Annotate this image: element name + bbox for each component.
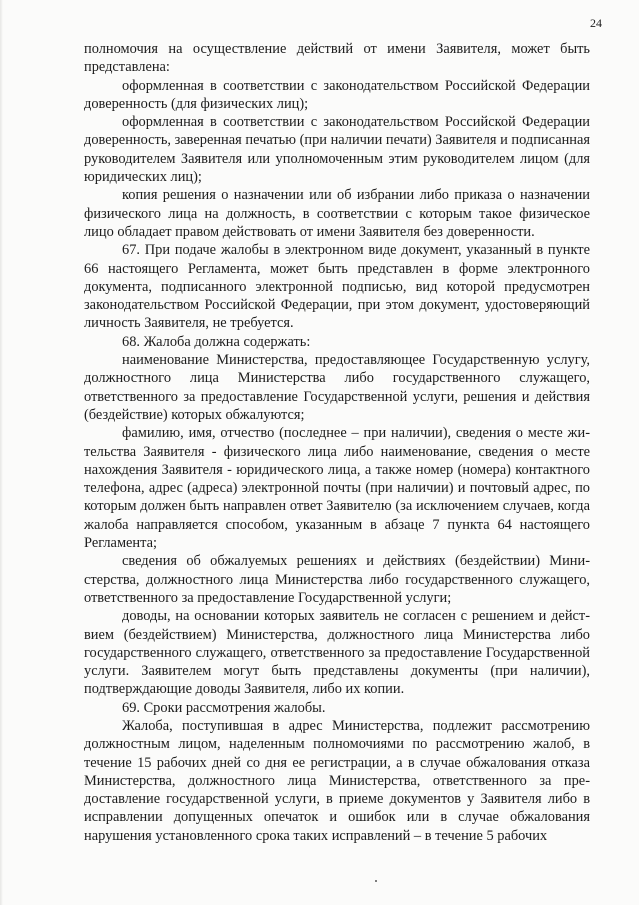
paragraph-appealed-decisions: сведения об обжалуемых решениях и действиях (бездействии) Министерства, должностного лица Министерства либо государственного служащего, ответственного за предоставление Государственной услуги; <box>84 553 590 606</box>
paragraph-authority-continuation: полномочия на осуществление действий от имени Заявителя, может быть представлена: <box>84 41 590 76</box>
scan-edge-shadow <box>0 0 3 905</box>
paragraph-item-69: 69. Сроки рассмотрения жалобы. <box>122 699 326 716</box>
paragraph-review-terms: Жалоба, поступившая в адрес Министерства, подлежит рассмотрению должностным лицом, наделенным полномочиями по рассмотрению жалоб, в течение 15 рабочих дней со дня ее регистрации, а в случае обжалования отказа Министерства, должностного лица Министерства, ответственного за предоставление государственной услуги, в приеме документов у Заявителя либо в исправлении допущенных опечаток и ошибок или в случае обжалования нарушения установленного срока таких исправлений – в течение 5 рабочих <box>84 717 590 844</box>
paragraph-power-of-attorney-legal-entities: оформленная в соответствии с законодательством Российской Федерации доверенность, заверенная печатью (при наличии печати) Заявителя и подписанная руководителем Заявителя или уполномоченным этим руководителем лицом (для юридических лиц); <box>84 114 590 186</box>
paragraph-applicant-details: фамилию, имя, отчество (последнее – при наличии), сведения о месте жительства Заявителя - физического лица либо наименование, сведения о месте нахождения Заявителя - юридического лица, а также номер (номера) контактного телефона, адрес (адреса) электронной почты (при наличии) и почтовый адрес, по которым должен быть направлен ответ Заявителю (за исключением случаев, когда жалоба направляется способом, указанным в абзаце 7 пункта 64 настоящего Регламента; <box>84 425 590 552</box>
paragraph-power-of-attorney-individuals: оформленная в соответствии с законодательством Российской Федерации доверенность (для физических лиц); <box>84 77 590 112</box>
paragraph-ministry-name: наименование Министерства, предоставляющее Государственную услугу, должностного лица Министерства либо государственного служащего, ответственного за предоставление Государственной услуги, решения и действия (бездействие) которых обжалуются; <box>84 352 590 423</box>
document-body <box>84 40 590 845</box>
paragraph-item-67: 67. При подаче жалобы в электронном виде документ, указанный в пункте 66 настоящего Регламента, может быть представлен в форме электронного документа, подписанного электронной подписью, вид которой предусмотрен законодательством Российской Федерации, при этом документ, удостоверяющий личность Заявителя, не требуется. <box>84 242 590 332</box>
page-number: 24 <box>590 16 602 30</box>
scan-speck <box>375 880 377 882</box>
paragraph-appointment-decision-copy: копия решения о назначении или об избрании либо приказа о назначении физического лица на должность, в соответствии с которым такое физическое лицо обладает правом действовать от имени Заявителя без доверенности. <box>84 187 590 240</box>
paragraph-item-68: 68. Жалоба должна содержать: <box>122 333 311 350</box>
paragraph-arguments: доводы, на основании которых заявитель не согласен с решением и действием (бездействием) Министерства, должностного лица Министерства либо государственного служащего, ответственного за предоставление Государственной услуги. Заявителем могут быть представлены документы (при наличии), подтверждающие доводы Заявителя, либо их копии. <box>84 608 590 698</box>
